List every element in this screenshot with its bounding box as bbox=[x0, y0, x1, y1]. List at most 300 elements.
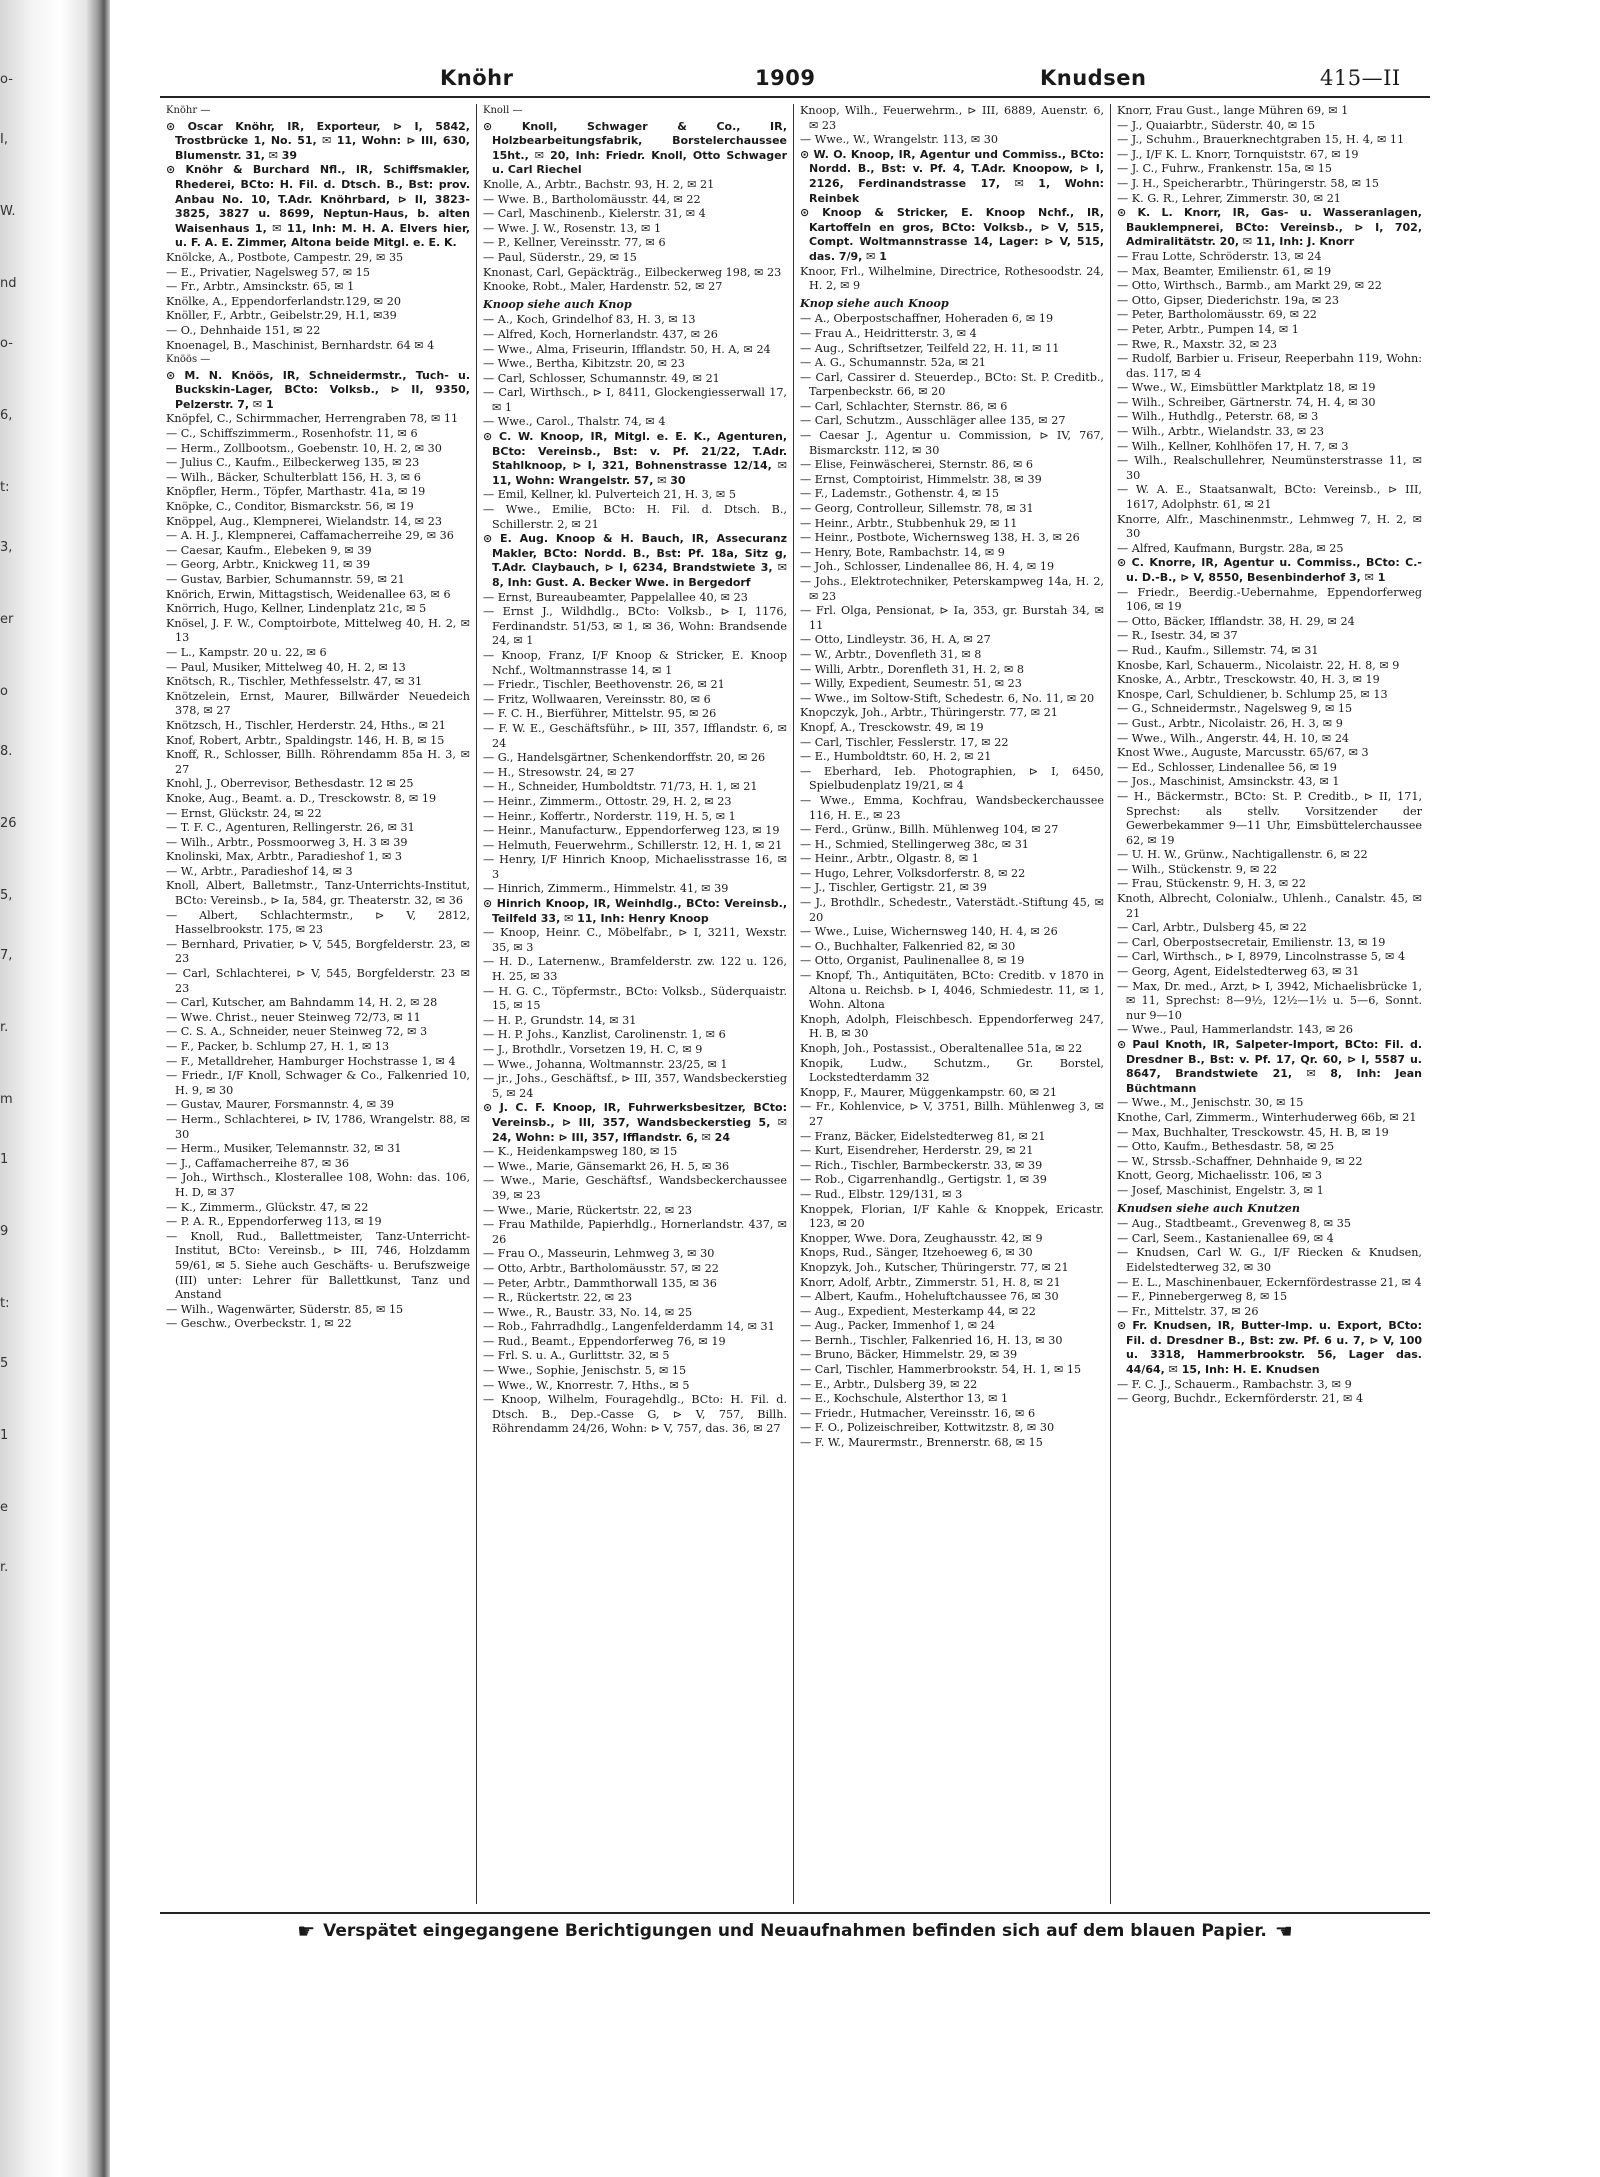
directory-entry: — Friedr., Beerdig.-Uebernahme, Eppendorferweg 106, ✉ 19 bbox=[1117, 585, 1422, 614]
directory-entry: — Rob., Cigarrenhandlg., Gertigstr. 1, ✉ 39 bbox=[800, 1173, 1047, 1187]
directory-entry: Knöller, F., Arbtr., Geibelstr.29, H.1, ✉39 bbox=[166, 309, 397, 323]
directory-entry: — K. G. R., Lehrer, Zimmerstr. 30, ✉ 21 bbox=[1117, 191, 1341, 205]
directory-entry: — Carl, Cassirer d. Steuerdep., BCto: St. P. Creditb., Tarpenbeckstr. 66, ✉ 20 bbox=[800, 370, 1104, 399]
directory-entry: — Frau O., Masseurin, Lehmweg 3, ✉ 30 bbox=[483, 1247, 715, 1261]
directory-entry: — Ernst, Glückstr. 24, ✉ 22 bbox=[166, 806, 322, 820]
directory-entry: — Knopf, Th., Antiquitäten, BCto: Creditb. v 1870 in Altona u. Reichsb. ⊳ I, 4046, Schmiedestr. 11, ✉ 1, Wohn. Altona bbox=[800, 969, 1104, 1012]
directory-entry: — Wilh., Wagenwärter, Süderstr. 85, ✉ 15 bbox=[166, 1302, 404, 1316]
directory-entry: Knöös — bbox=[166, 354, 211, 366]
directory-entry: — O., Dehnhaide 151, ✉ 22 bbox=[166, 323, 321, 337]
directory-entry: — F., Packer, b. Schlump 27, H. 1, ✉ 13 bbox=[166, 1040, 390, 1053]
directory-entry: Knöpfler, Herm., Töpfer, Marthastr. 41a, ✉ 19 bbox=[166, 485, 426, 499]
directory-entry: Knorr, Adolf, Arbtr., Zimmerstr. 51, H. 8, ✉ 21 bbox=[800, 1275, 1061, 1289]
directory-entry: — Heinr., Arbtr., Stubbenhuk 29, ✉ 11 bbox=[800, 516, 1018, 530]
directory-entry: — Fr., Mittelstr. 37, ✉ 26 bbox=[1117, 1304, 1259, 1318]
directory-entry: — Max, Buchhalter, Tresckowstr. 45, H. B, ✉ 19 bbox=[1117, 1125, 1389, 1139]
firm-entry: ⊙ Knoll, Schwager & Co., IR, Holzbearbeitungsfabrik, Borstelerchaussee 15ht., ✉ 20, Inh: Friedr. Knoll, Otto Schwager u. Carl Riechel bbox=[483, 119, 787, 177]
margin-fragment: 9 bbox=[0, 1224, 9, 1239]
directory-entry: — H. P. Johs., Kanzlist, Carolinenstr. 1, ✉ 6 bbox=[483, 1028, 726, 1042]
footer-notice-text: Verspätet eingegangene Berichtigungen und Neuaufnahmen befinden sich auf dem blauen Papier. bbox=[323, 1921, 1267, 1941]
directory-entry: — Otto, Arbtr., Bartholomäusstr. 57, ✉ 22 bbox=[483, 1261, 719, 1275]
directory-entry: — Carl, Arbtr., Dulsberg 45, ✉ 22 bbox=[1117, 921, 1307, 935]
directory-entry: — Caesar J., Agentur u. Commission, ⊳ IV, 767, Bismarckstr. 112, ✉ 30 bbox=[800, 429, 1104, 457]
directory-entry: Knörich, Erwin, Mittagstisch, Weidenallee 63, ✉ 6 bbox=[166, 587, 451, 601]
directory-entry: — J., Brothdlr., Vorsetzen 19, H. C, ✉ 9 bbox=[483, 1043, 703, 1056]
directory-entry: — Knoop, Heinr. C., Möbelfabr., ⊳ I, 3211, Wexstr. 35, ✉ 3 bbox=[483, 926, 787, 954]
directory-entry: — Gustav, Maurer, Forsmannstr. 4, ✉ 39 bbox=[166, 1098, 394, 1112]
margin-fragment: er bbox=[0, 612, 14, 627]
directory-entry: — Rich., Tischler, Barmbeckerstr. 33, ✉ 39 bbox=[800, 1158, 1043, 1172]
margin-fragment: o bbox=[0, 684, 8, 699]
directory-entry: — Frau Mathilde, Papierhdlg., Hornerlandstr. 437, ✉ 26 bbox=[483, 1218, 787, 1246]
directory-entry: — Friedr., Tischler, Beethovenstr. 26, ✉ 21 bbox=[483, 678, 725, 692]
directory-entry: — F., Metalldreher, Hamburger Hochstrasse 1, ✉ 4 bbox=[166, 1054, 456, 1068]
directory-entry: — Hinrich, Zimmerm., Himmelstr. 41, ✉ 39 bbox=[483, 882, 729, 896]
directory-entry: Knooke, Robt., Maler, Hardenstr. 52, ✉ 27 bbox=[483, 280, 723, 294]
directory-entry: Knötsch, R., Tischler, Methfesselstr. 47, ✉ 31 bbox=[166, 675, 423, 689]
directory-entry: — A., Koch, Grindelhof 83, H. 3, ✉ 13 bbox=[483, 313, 696, 327]
directory-entry: — T. F. C., Agenturen, Rellingerstr. 26, ✉ 31 bbox=[166, 821, 415, 835]
directory-entry: — Aug., Stadtbeamt., Grevenweg 8, ✉ 35 bbox=[1117, 1217, 1351, 1231]
header-right-word: Knudsen bbox=[1040, 66, 1147, 90]
directory-entry: — Carl, Schlachter, Sternstr. 86, ✉ 6 bbox=[800, 399, 1008, 413]
directory-entry: — Rob., Fahrradhdlg., Langenfelderdamm 14, ✉ 31 bbox=[483, 1320, 775, 1334]
directory-entry: — K., Heidenkampsweg 180, ✉ 15 bbox=[483, 1145, 678, 1159]
directory-entry: — Josef, Maschinist, Engelstr. 3, ✉ 1 bbox=[1117, 1183, 1324, 1197]
directory-entry: — Wwe., R., Baustr. 33, No. 14, ✉ 25 bbox=[483, 1305, 693, 1319]
directory-entry: — E., Kochschule, Alsterthor 13, ✉ 1 bbox=[800, 1392, 1009, 1406]
directory-entry: — Elise, Feinwäscherei, Sternstr. 86, ✉ 6 bbox=[800, 458, 1034, 472]
directory-entry: — J., I/F K. L. Knorr, Tornquiststr. 67, ✉ 19 bbox=[1117, 147, 1359, 161]
directory-entry: — Wilh., Arbtr., Possmoorweg 3, H. 3 ✉ 39 bbox=[166, 835, 408, 849]
directory-entry: — Wwe., Marie, Rückertstr. 22, ✉ 23 bbox=[483, 1203, 693, 1217]
directory-entry: — Fr., Arbtr., Amsinckstr. 65, ✉ 1 bbox=[166, 280, 355, 294]
directory-entry: — A. G., Schumannstr. 52a, ✉ 21 bbox=[800, 356, 986, 370]
directory-entry: — H. P., Grundstr. 14, ✉ 31 bbox=[483, 1013, 637, 1027]
directory-entry: — Peter, Bartholomäusstr. 69, ✉ 22 bbox=[1117, 308, 1317, 322]
directory-entry: — J., Quaiarbtr., Süderstr. 40, ✉ 15 bbox=[1117, 118, 1316, 132]
directory-entry: — Otto, Lindleystr. 36, H. A, ✉ 27 bbox=[800, 633, 991, 647]
firm-entry: ⊙ M. N. Knöös, IR, Schneidermstr., Tuch- u. Buckskin-Lager, BCto: Volksb., ⊳ II, 9350, Pelzerstr. 7, ✉ 1 bbox=[166, 368, 470, 411]
directory-entry: — Aug., Packer, Immenhof 1, ✉ 24 bbox=[800, 1319, 995, 1333]
margin-fragment: e bbox=[0, 1500, 8, 1515]
directory-entry: — Carl, Maschinenb., Kielerstr. 31, ✉ 4 bbox=[483, 207, 706, 221]
directory-entry: Knötzelein, Ernst, Maurer, Billwärder Neuedeich 378, ✉ 27 bbox=[166, 689, 470, 718]
firm-entry: ⊙ Oscar Knöhr, IR, Exporteur, ⊳ I, 5842, Trostbrücke 1, No. 51, ✉ 11, Wohn: ⊳ III, 630, Blumenstr. 31, ✉ 39 bbox=[166, 119, 470, 162]
directory-entry: Knoske, A., Arbtr., Tresckowstr. 40, H. 3, ✉ 19 bbox=[1117, 673, 1380, 687]
directory-entry: — Wwe., W., Eimsbüttler Marktplatz 18, ✉ 19 bbox=[1117, 381, 1376, 395]
directory-entry: — Julius C., Kaufm., Eilbeckerweg 135, ✉ 23 bbox=[166, 456, 420, 470]
directory-entry: — Geschw., Overbeckstr. 1, ✉ 22 bbox=[166, 1317, 352, 1331]
directory-entry: — Ernst, Bureaubeamter, Pappelallee 40, ✉ 23 bbox=[483, 590, 748, 604]
directory-entry: — Fr., Kohlenvice, ⊳ V, 3751, Billh. Mühlenweg 3, ✉ 27 bbox=[800, 1100, 1104, 1128]
margin-fragment: 5 bbox=[0, 1356, 9, 1371]
directory-entry: — L., Kampstr. 20 u. 22, ✉ 6 bbox=[166, 645, 327, 659]
margin-fragment: I, bbox=[0, 132, 8, 147]
directory-entry: — Bernhard, Privatier, ⊳ V, 545, Borgfelderstr. 23, ✉ 23 bbox=[166, 937, 470, 966]
directory-entry: — Otto, Gipser, Diederichstr. 19a, ✉ 23 bbox=[1117, 293, 1340, 307]
directory-entry: Knorre, Alfr., Maschinenmstr., Lehmweg 7, H. 2, ✉ 30 bbox=[1117, 512, 1422, 541]
directory-entry: — Knoop, Wilhelm, Fouragehdlg., BCto: H. Fil. d. Dtsch. B., Dep.-Casse G, ⊳ V, 757, Billh. Röhrendamm 24/26, Wohn: ⊳ V, 757, das. 36, ✉ 27 bbox=[483, 1393, 787, 1436]
margin-fragment: m bbox=[0, 1092, 13, 1107]
directory-entry: — Carl, Tischler, Hammerbrookstr. 54, H. 1, ✉ 15 bbox=[800, 1363, 1082, 1377]
firm-entry: ⊙ Knoop & Stricker, E. Knoop Nchf., IR, Kartoffeln en gros, BCto: Volksb., ⊳ V, 515, Compt. Woltmannstrasse 14, Lager: ⊳ V, 515, das. 7/9, ✉ 1 bbox=[800, 206, 1104, 263]
directory-entry: — E., Arbtr., Dulsberg 39, ✉ 22 bbox=[800, 1377, 978, 1391]
directory-entry: — G., Handelsgärtner, Schenkendorffstr. 20, ✉ 26 bbox=[483, 751, 766, 765]
directory-entry: Knott, Georg, Michaelisstr. 106, ✉ 3 bbox=[1117, 1169, 1322, 1183]
directory-entry: — Carl, Seem., Kastanienallee 69, ✉ 4 bbox=[1117, 1231, 1334, 1245]
directory-page bbox=[160, 60, 1430, 1980]
directory-entry: — E., Privatier, Nagelsweg 57, ✉ 15 bbox=[166, 265, 370, 279]
directory-entry: — Caesar, Kaufm., Elebeken 9, ✉ 39 bbox=[166, 543, 372, 557]
directory-entry: — Wwe., Paul, Hammerlandstr. 143, ✉ 26 bbox=[1117, 1023, 1354, 1037]
margin-fragment: r. bbox=[0, 1020, 9, 1035]
directory-entry: — H. G. C., Töpfermstr., BCto: Volksb., Süderquaistr. 15, ✉ 15 bbox=[483, 984, 787, 1013]
directory-entry: — J., Brothdlr., Schedestr., Vaterstädt.-Stiftung 45, ✉ 20 bbox=[800, 896, 1104, 924]
directory-entry: — F., Pinnebergerweg 8, ✉ 15 bbox=[1117, 1290, 1288, 1304]
directory-entry: — E. L., Maschinenbauer, Eckernfördestrasse 21, ✉ 4 bbox=[1117, 1275, 1422, 1289]
directory-entry: — P., Kellner, Vereinsstr. 77, ✉ 6 bbox=[483, 236, 666, 250]
directory-entry: — Heinr., Manufacturw., Eppendorferweg 123, ✉ 19 bbox=[483, 824, 780, 838]
column-3 bbox=[794, 104, 1111, 1904]
header-year: 1909 bbox=[755, 66, 816, 90]
directory-entry: Knopczyk, Joh., Arbtr., Thüringerstr. 77, ✉ 21 bbox=[800, 706, 1058, 720]
directory-entry: — H., Schmied, Stellingerweg 38c, ✉ 31 bbox=[800, 837, 1029, 851]
directory-entry: — Wwe. B., Bartholomäusstr. 44, ✉ 22 bbox=[483, 192, 701, 206]
directory-entry: Knötzsch, H., Tischler, Herderstr. 24, Hths., ✉ 21 bbox=[166, 718, 446, 732]
directory-entry: — Paul, Süderstr., 29, ✉ 15 bbox=[483, 250, 637, 264]
directory-entry: — Carl, Kutscher, am Bahndamm 14, H. 2, ✉ 28 bbox=[166, 996, 438, 1010]
directory-entry: — G., Schneidermstr., Nagelsweg 9, ✉ 15 bbox=[1117, 702, 1353, 716]
directory-entry: — Wwe., im Soltow-Stift, Schedestr. 6, No. 11, ✉ 20 bbox=[800, 691, 1095, 705]
directory-entry: — Ed., Schlosser, Lindenallee 56, ✉ 19 bbox=[1117, 760, 1337, 774]
margin-fragment: 1 bbox=[0, 1152, 9, 1167]
scan-page-edge bbox=[0, 0, 110, 2177]
directory-entry: — Albert, Schlachtermstr., ⊳ V, 2812, Hasselbrookstr. 175, ✉ 23 bbox=[166, 908, 470, 937]
margin-fragment: 26 bbox=[0, 816, 17, 831]
directory-entry: — Wwe., Sophie, Jenischstr. 5, ✉ 15 bbox=[483, 1364, 687, 1378]
directory-entry: — E., Humboldtstr. 60, H. 2, ✉ 21 bbox=[800, 750, 992, 764]
firm-entry: ⊙ Paul Knoth, IR, Salpeter-Import, BCto: Fil. d. Dresdner B., Bst: v. Pf. 17, Qr. 60, ⊳ I, 5587 u. 8647, Brandstwiete 21, ✉ 8, Inh: Jean Büchtmann bbox=[1117, 1038, 1422, 1095]
directory-entry: — Gust., Arbtr., Nicolaistr. 26, H. 3, ✉ 9 bbox=[1117, 716, 1343, 730]
directory-entry: Knoth, Albrecht, Colonialw., Uhlenh., Canalstr. 45, ✉ 21 bbox=[1117, 892, 1422, 920]
margin-fragment: t: bbox=[0, 1296, 10, 1311]
directory-entry: Knost Wwe., Auguste, Marcusstr. 65/67, ✉ 3 bbox=[1117, 746, 1369, 760]
column-2 bbox=[477, 104, 794, 1904]
directory-entry: — Herm., Schlachterei, ⊳ IV, 1786, Wrangelstr. 88, ✉ 30 bbox=[166, 1112, 470, 1141]
firm-entry: ⊙ E. Aug. Knoop & H. Bauch, IR, Assecuranz Makler, BCto: Nordd. B., Bst: Pf. 18a, Sitz g, T.Adr. Claybauch, ⊳ I, 6234, Brandstwiete 3, ✉ 8, Inh: Gust. A. Becker Wwe. in Bergedorf bbox=[483, 532, 787, 589]
margin-fragment: 5, bbox=[0, 888, 13, 903]
directory-entry: — A., Oberpostschaffner, Hoheraden 6, ✉ 19 bbox=[800, 312, 1054, 326]
directory-entry: — C., Schiffszimmerm., Rosenhofstr. 11, ✉ 6 bbox=[166, 427, 418, 441]
margin-fragment: o- bbox=[0, 72, 13, 87]
directory-entry: — J. H., Speicherarbtr., Thüringerstr. 58, ✉ 15 bbox=[1117, 176, 1379, 190]
directory-entry: — Herm., Zollbootsm., Goebenstr. 10, H. 2, ✉ 30 bbox=[166, 441, 442, 455]
directory-entry: — Wwe., Johanna, Woltmannstr. 23/25, ✉ 1 bbox=[483, 1057, 728, 1071]
directory-entry: — Frau Lotte, Schröderstr. 13, ✉ 24 bbox=[1117, 249, 1322, 263]
directory-entry: — Heinr., Arbtr., Olgastr. 8, ✉ 1 bbox=[800, 852, 979, 866]
directory-entry: — Wwe., M., Jenischstr. 30, ✉ 15 bbox=[1117, 1096, 1304, 1110]
directory-entry: — H., Bäckermstr., BCto: St. P. Creditb., ⊳ II, 171, Sprechst: als stellv. Vorsitzender der Gewerbekammer 9—11 Uhr, Eimsbüttelerchaussee 62, ✉ 19 bbox=[1117, 789, 1422, 847]
directory-entry: — Bernh., Tischler, Falkenried 16, H. 13, ✉ 30 bbox=[800, 1333, 1063, 1347]
firm-entry: ⊙ Knöhr & Burchard Nfl., IR, Schiffsmakler, Rhederei, BCto: H. Fil. d. Dtsch. B., Bst: prov. Anbau No. 10, T.Adr. Knöhrbard, ⊳ II, 3823-3825, 3827 u. 8699, Neptun-Haus, b. alten Waisenhaus 1, ✉ 11, Inh: M. H. A. Elvers hier, u. F. A. E. Zimmer, Altona beide Mitgl. e. E. K. bbox=[166, 163, 470, 250]
directory-entry: — Knudsen, Carl W. G., I/F Riecken & Knudsen, Eidelstedterweg 32, ✉ 30 bbox=[1117, 1246, 1422, 1274]
directory-entry: — Friedr., Hutmacher, Vereinsstr. 16, ✉ 6 bbox=[800, 1406, 1036, 1420]
directory-entry: — Georg, Arbtr., Knickweg 11, ✉ 39 bbox=[166, 558, 371, 572]
directory-entry: Knöhr — bbox=[166, 105, 211, 116]
directory-entry: — W., Arbtr., Paradieshof 14, ✉ 3 bbox=[166, 864, 353, 878]
directory-entry: — Carl, Tischler, Fesslerstr. 17, ✉ 22 bbox=[800, 735, 1009, 749]
directory-entry: — Rwe, R., Maxstr. 32, ✉ 23 bbox=[1117, 337, 1277, 351]
directory-entry: — Ernst J., Wildhdlg., BCto: Volksb., ⊳ I, 1176, Ferdinandstr. 51/53, ✉ 1, ✉ 36, Wohn: Brandsende 24, ✉ 1 bbox=[483, 605, 787, 648]
directory-entry: — F. O., Polizeischreiber, Kottwitzstr. 8, ✉ 30 bbox=[800, 1421, 1055, 1435]
directory-entry: — Peter, Arbtr., Pumpen 14, ✉ 1 bbox=[1117, 322, 1299, 336]
directory-entry: Knölke, A., Eppendorferlandstr.129, ✉ 20 bbox=[166, 294, 401, 308]
directory-entry: — O., Buchhalter, Falkenried 82, ✉ 30 bbox=[800, 939, 1016, 953]
directory-entry: — Wwe., Bertha, Kibitzstr. 20, ✉ 23 bbox=[483, 357, 685, 371]
directory-entry: Knoor, Frl., Wilhelmine, Directrice, Rothesoodstr. 24, H. 2, ✉ 9 bbox=[800, 264, 1104, 293]
pointing-hand-icon: ☚ bbox=[1274, 1919, 1293, 1943]
directory-entry: — Wilh., Schreiber, Gärtnerstr. 74, H. 4, ✉ 30 bbox=[1117, 395, 1376, 409]
margin-fragment: 6, bbox=[0, 408, 13, 423]
directory-entry: — Otto, Kaufm., Bethesdastr. 58, ✉ 25 bbox=[1117, 1140, 1335, 1154]
directory-entry: Knosbe, Karl, Schauerm., Nicolaistr. 22, H. 8, ✉ 9 bbox=[1117, 658, 1400, 672]
directory-entry: Knöpfel, C., Schirmmacher, Herrengraben 78, ✉ 11 bbox=[166, 412, 459, 426]
directory-entry: — Knoop, Franz, I/F Knoop & Stricker, E. Knoop Nchf., Woltmannstrasse 14, ✉ 1 bbox=[483, 648, 787, 677]
directory-entry: — Willi, Arbtr., Dorenfleth 31, H. 2, ✉ 8 bbox=[800, 662, 1025, 676]
directory-entry: — Wilh., Realschullehrer, Neumünsterstrasse 11, ✉ 30 bbox=[1117, 454, 1422, 482]
directory-entry: — W., Arbtr., Dovenfleth 31, ✉ 8 bbox=[800, 647, 982, 661]
directory-entry: — Heinr., Zimmerm., Ottostr. 29, H. 2, ✉ 23 bbox=[483, 794, 732, 808]
directory-entry: Knopper, Wwe. Dora, Zeughausstr. 42, ✉ 9 bbox=[800, 1231, 1043, 1245]
directory-entry: — R., Isestr. 34, ✉ 37 bbox=[1117, 629, 1238, 643]
directory-entry: — Ernst, Comptoirist, Himmelstr. 38, ✉ 39 bbox=[800, 472, 1042, 486]
directory-entry: Knops, Rud., Sänger, Itzehoeweg 6, ✉ 30 bbox=[800, 1246, 1033, 1260]
directory-entry: — A. H. J., Klempnerei, Caffamacherreihe 29, ✉ 36 bbox=[166, 529, 454, 543]
directory-columns bbox=[160, 104, 1430, 1904]
directory-entry: — Georg, Buchdr., Eckernförderstr. 21, ✉ 4 bbox=[1117, 1392, 1364, 1406]
section-heading: Knoop siehe auch Knop bbox=[483, 296, 632, 311]
directory-entry: — Carl, Oberpostsecretair, Emilienstr. 13, ✉ 19 bbox=[1117, 935, 1386, 949]
margin-fragment: W. bbox=[0, 204, 16, 219]
directory-entry: — Carl, Wirthsch., ⊳ I, 8979, Lincolnstrasse 5, ✉ 4 bbox=[1117, 950, 1406, 964]
directory-entry: — F., Lademstr., Gothenstr. 4, ✉ 15 bbox=[800, 487, 1000, 501]
directory-entry: — Georg, Agent, Eidelstedterweg 63, ✉ 31 bbox=[1117, 965, 1360, 979]
directory-entry: — Wwe., Marie, Gänsemarkt 26, H. 5, ✉ 36 bbox=[483, 1159, 730, 1173]
directory-entry: Knohl, J., Oberrevisor, Bethesdastr. 12 ✉ 25 bbox=[166, 777, 414, 791]
page-number: 415—II bbox=[1320, 66, 1401, 90]
directory-entry: — F. W., Maurermstr., Brennerstr. 68, ✉ 15 bbox=[800, 1436, 1043, 1450]
directory-entry: — Rud., Kaufm., Sillemstr. 74, ✉ 31 bbox=[1117, 643, 1319, 657]
directory-entry: — Emil, Kellner, kl. Pulverteich 21, H. 3, ✉ 5 bbox=[483, 488, 736, 502]
directory-entry: — Wwe., Luise, Wichernsweg 140, H. 4, ✉ 26 bbox=[800, 925, 1058, 939]
directory-entry: — Carl, Schlachterei, ⊳ V, 545, Borgfelderstr. 23 ✉ 23 bbox=[166, 967, 470, 995]
directory-entry: — Peter, Arbtr., Dammthorwall 135, ✉ 36 bbox=[483, 1276, 717, 1290]
previous-page-fragments bbox=[0, 70, 20, 1630]
directory-entry: — R., Rückertstr. 22, ✉ 23 bbox=[483, 1291, 632, 1305]
directory-entry: — Georg, Controlleur, Sillemstr. 78, ✉ 31 bbox=[800, 502, 1034, 516]
directory-entry: — Wilh., Huthdlg., Peterstr. 68, ✉ 3 bbox=[1117, 410, 1319, 424]
directory-entry: Knöppel, Aug., Klempnerei, Wielandstr. 14, ✉ 23 bbox=[166, 514, 442, 528]
directory-entry: — Carl, Wirthsch., ⊳ I, 8411, Glockengiesserwall 17, ✉ 1 bbox=[483, 386, 787, 414]
directory-entry: Knörrich, Hugo, Kellner, Lindenplatz 21c, ✉ 5 bbox=[166, 602, 427, 616]
directory-entry: Knorr, Frau Gust., lange Mühren 69, ✉ 1 bbox=[1117, 104, 1349, 117]
directory-entry: Knoke, Aug., Beamt. a. D., Tresckowstr. 8, ✉ 19 bbox=[166, 791, 437, 805]
margin-fragment: r. bbox=[0, 1560, 9, 1575]
directory-entry: — Wwe., Marie, Geschäftsf., Wandsbeckerchaussee 39, ✉ 23 bbox=[483, 1174, 787, 1202]
directory-entry: — Fritz, Wollwaaren, Vereinsstr. 80, ✉ 6 bbox=[483, 692, 711, 706]
firm-entry: ⊙ C. W. Knoop, IR, Mitgl. e. E. K., Agenturen, BCto: Vereinsb., Bst: v. Pf. 21/22, T.Adr. Stahlknoop, ⊳ I, 321, Bohnenstrasse 12/14, ✉ 11, Wohn: Wrangelstr. 57, ✉ 30 bbox=[483, 430, 787, 487]
directory-entry: Knoenagel, B., Maschinist, Bernhardstr. 64 ✉ 4 bbox=[166, 338, 435, 352]
directory-entry: — Wilh., Bäcker, Schulterblatt 156, H. 3, ✉ 6 bbox=[166, 470, 421, 484]
directory-entry: — Joh., Wirthsch., Klosterallee 108, Wohn: das. 106, H. D, ✉ 37 bbox=[166, 1171, 470, 1199]
directory-entry: — Frau A., Heidritterstr. 3, ✉ 4 bbox=[800, 326, 977, 340]
directory-entry: — Johs., Elektrotechniker, Peterskampweg 14a, H. 2, ✉ 23 bbox=[800, 575, 1104, 603]
page-header bbox=[160, 60, 1430, 98]
firm-entry: ⊙ J. C. F. Knoop, IR, Fuhrwerksbesitzer, BCto: Vereinsb., ⊳ III, 357, Wandsbeckerstieg 5, ✉ 24, Wohn: ⊳ III, 357, Ifflandstr. 6, ✉ 24 bbox=[483, 1101, 787, 1144]
directory-entry: — Albert, Kaufm., Hoheluftchaussee 76, ✉ 30 bbox=[800, 1290, 1059, 1304]
directory-entry: — Henry, I/F Hinrich Knoop, Michaelisstrasse 16, ✉ 3 bbox=[483, 853, 787, 881]
directory-entry: — Carl, Schutzm., Ausschläger allee 135, ✉ 27 bbox=[800, 414, 1066, 428]
directory-entry: Knolinski, Max, Arbtr., Paradieshof 1, ✉ 3 bbox=[166, 850, 403, 864]
directory-entry: — Willy, Expedient, Seumestr. 51, ✉ 23 bbox=[800, 677, 1022, 691]
directory-entry: — Paul, Musiker, Mittelweg 40, H. 2, ✉ 13 bbox=[166, 660, 406, 674]
directory-entry: — Heinr., Postbote, Wichernsweg 138, H. 3, ✉ 26 bbox=[800, 531, 1080, 545]
directory-entry: — J., Caffamacherreihe 87, ✉ 36 bbox=[166, 1156, 350, 1170]
directory-entry: — Wwe., W., Knorrestr. 7, Hths., ✉ 5 bbox=[483, 1378, 690, 1392]
directory-entry: — U. H. W., Grünw., Nachtigallenstr. 6, ✉ 22 bbox=[1117, 848, 1368, 862]
directory-entry: — W., Strssb.-Schaffner, Dehnhaide 9, ✉ 22 bbox=[1117, 1154, 1363, 1168]
directory-entry: — Knoll, Rud., Ballettmeister, Tanz-Unterricht-Institut, BCto: Vereinsb., ⊳ III, 746, Holzdamm 59/61, ✉ 5. Siehe auch Geschäfts- u. Berufszweige (III) unter: Lehrer für Ballettkunst, Tanz und Anstand bbox=[166, 1229, 470, 1302]
directory-entry: — Kurt, Eisendreher, Herderstr. 29, ✉ 21 bbox=[800, 1144, 1034, 1158]
directory-entry: — W. A. E., Staatsanwalt, BCto: Vereinsb., ⊳ III, 1617, Adolphstr. 61, ✉ 21 bbox=[1117, 483, 1422, 512]
directory-entry: Knolle, A., Arbtr., Bachstr. 93, H. 2, ✉ 21 bbox=[483, 177, 715, 191]
directory-entry: — Franz, Bäcker, Eidelstedterweg 81, ✉ 21 bbox=[800, 1129, 1046, 1143]
section-heading: Knop siehe auch Knoop bbox=[800, 295, 949, 310]
directory-entry: — Frl. S. u. A., Gurlittstr. 32, ✉ 5 bbox=[483, 1349, 670, 1363]
directory-entry: — Rudolf, Barbier u. Friseur, Reeperbahn 119, Wohn: das. 117, ✉ 4 bbox=[1117, 352, 1422, 380]
directory-entry: Knösel, J. F. W., Comptoirbote, Mittelweg 40, H. 2, ✉ 13 bbox=[166, 616, 470, 645]
directory-entry: — J., Schuhm., Brauerknechtgraben 15, H. 4, ✉ 11 bbox=[1117, 133, 1405, 147]
section-heading: Knudsen siehe auch Knutzen bbox=[1117, 1200, 1301, 1215]
directory-entry: — Rud., Beamt., Eppendorferweg 76, ✉ 19 bbox=[483, 1334, 726, 1348]
directory-entry: — Aug., Schriftsetzer, Teilfeld 22, H. 11, ✉ 11 bbox=[800, 341, 1060, 355]
directory-entry: — Max, Beamter, Emilienstr. 61, ✉ 19 bbox=[1117, 264, 1332, 278]
directory-entry: — Rud., Elbstr. 129/131, ✉ 3 bbox=[800, 1187, 963, 1201]
directory-entry: — C. S. A., Schneider, neuer Steinweg 72, ✉ 3 bbox=[166, 1025, 428, 1039]
directory-entry: — Bruno, Bäcker, Himmelstr. 29, ✉ 39 bbox=[800, 1348, 1018, 1362]
directory-entry: Knoph, Adolph, Fleischbesch. Eppendorferweg 247, H. B, ✉ 30 bbox=[800, 1012, 1104, 1041]
directory-entry: — Max, Dr. med., Arzt, ⊳ I, 3942, Michaelisbrücke 1, ✉ 11, Sprechst: 8—9½, 12½—1½ u. 5—6, Sonnt. nur 9—10 bbox=[1117, 979, 1422, 1022]
directory-entry: — Eberhard, Ieb. Photographien, ⊳ I, 6450, Spielbudenplatz 19/21, ✉ 4 bbox=[800, 764, 1104, 793]
directory-entry: Knopp, F., Maurer, Müggenkampstr. 60, ✉ 21 bbox=[800, 1085, 1057, 1099]
directory-entry: Knöpke, C., Conditor, Bismarckstr. 56, ✉ 19 bbox=[166, 500, 414, 514]
directory-entry: Knoph, Joh., Postassist., Oberaltenallee 51a, ✉ 22 bbox=[800, 1042, 1083, 1055]
directory-entry: — J. C., Fuhrw., Frankenstr. 15a, ✉ 15 bbox=[1117, 162, 1332, 176]
directory-entry: — Wwe., Emma, Kochfrau, Wandsbeckerchaussee 116, H. E., ✉ 23 bbox=[800, 793, 1104, 822]
directory-entry: Knoll — bbox=[483, 105, 523, 116]
firm-entry: ⊙ W. O. Knoop, IR, Agentur und Commiss., BCto: Nordd. B., Bst: v. Pf. 4, T.Adr. Knoopow, ⊳ I, 2126, Ferdinandstrasse 17, ✉ 1, Wohn: Reinbek bbox=[800, 147, 1104, 205]
directory-entry: — Aug., Expedient, Mesterkamp 44, ✉ 22 bbox=[800, 1304, 1036, 1318]
directory-entry: — Frau, Stückenstr. 9, H. 3, ✉ 22 bbox=[1117, 877, 1307, 891]
directory-entry: — Henry, Bote, Rambachstr. 14, ✉ 9 bbox=[800, 545, 1005, 559]
directory-entry: — Otto, Organist, Paulinenallee 8, ✉ 19 bbox=[800, 954, 1025, 968]
directory-entry: — J., Tischler, Gertigstr. 21, ✉ 39 bbox=[800, 881, 987, 895]
directory-entry: Knospe, Carl, Schuldiener, b. Schlump 25, ✉ 13 bbox=[1117, 687, 1388, 701]
directory-entry: — H., Schneider, Humboldtstr. 71/73, H. 1, ✉ 21 bbox=[483, 780, 758, 794]
directory-entry: — Joh., Schlosser, Lindenallee 86, H. 4, ✉ 19 bbox=[800, 560, 1055, 574]
directory-entry: — Carl, Schlosser, Schumannstr. 49, ✉ 21 bbox=[483, 371, 720, 385]
directory-entry: — F. W. E., Geschäftsführ., ⊳ III, 357, Ifflandstr. 6, ✉ 24 bbox=[483, 721, 787, 750]
margin-fragment: nd bbox=[0, 276, 17, 291]
directory-entry: — Wilh., Stückenstr. 9, ✉ 22 bbox=[1117, 862, 1278, 876]
header-left-word: Knöhr bbox=[440, 66, 514, 90]
firm-entry: ⊙ K. L. Knorr, IR, Gas- u. Wasseranlagen, Bauklempnerei, BCto: Vereinsb., ⊳ I, 702, Admiralitätstr. 20, ✉ 11, Inh: J. Knorr bbox=[1117, 206, 1422, 249]
directory-entry: — Wwe., Alma, Friseurin, Ifflandstr. 50, H. A, ✉ 24 bbox=[483, 342, 771, 356]
directory-entry: — H., Stresowstr. 24, ✉ 27 bbox=[483, 765, 635, 779]
directory-entry: — F. C. H., Bierführer, Mittelstr. 95, ✉ 26 bbox=[483, 707, 717, 721]
directory-entry: — Wilh., Kellner, Kohlhöfen 17, H. 7, ✉ 3 bbox=[1117, 439, 1349, 453]
directory-entry: Knoff, R., Schlosser, Billh. Röhrendamm 85a H. 3, ✉ 27 bbox=[166, 748, 470, 776]
firm-entry: ⊙ Fr. Knudsen, IR, Butter-Imp. u. Export, BCto: Fil. d. Dresdner B., Bst: zw. Pf. 6 u. 7, ⊳ V, 100 u. 3318, Hammerbrookstr. 56, Lager das. 44/64, ✉ 15, Inh: H. E. Knudsen bbox=[1117, 1319, 1422, 1377]
firm-entry: ⊙ Hinrich Knoop, IR, Weinhdlg., BCto: Vereinsb., Teilfeld 33, ✉ 11, Inh: Henry Knoop bbox=[483, 897, 787, 925]
directory-entry: Knoop, Wilh., Feuerwehrm., ⊳ III, 6889, Auenstr. 6, ✉ 23 bbox=[800, 104, 1104, 132]
directory-entry: Knothe, Carl, Zimmerm., Winterhuderweg 66b, ✉ 21 bbox=[1117, 1110, 1417, 1124]
directory-entry: Knopzyk, Joh., Kutscher, Thüringerstr. 77, ✉ 21 bbox=[800, 1260, 1069, 1274]
directory-entry: — Ferd., Grünw., Billh. Mühlenweg 104, ✉ 27 bbox=[800, 823, 1059, 837]
directory-entry: — Wwe. Christ., neuer Steinweg 72/73, ✉ 11 bbox=[166, 1010, 421, 1024]
footer-notice bbox=[160, 1912, 1430, 1948]
directory-entry: — Wwe., W., Wrangelstr. 113, ✉ 30 bbox=[800, 133, 998, 147]
directory-entry: Knoll, Albert, Balletmstr., Tanz-Unterrichts-Institut, BCto: Vereinsb., ⊳ Ia, 584, gr. Theaterstr. 32, ✉ 36 bbox=[166, 879, 470, 908]
directory-entry: — Wilh., Arbtr., Wielandstr. 33, ✉ 23 bbox=[1117, 425, 1325, 439]
margin-fragment: 1 bbox=[0, 1428, 9, 1443]
margin-fragment: 8. bbox=[0, 744, 13, 759]
directory-entry: — F. C. J., Schauerm., Rambachstr. 3, ✉ 9 bbox=[1117, 1377, 1352, 1391]
directory-entry: — Heinr., Koffertr., Norderstr. 119, H. 5, ✉ 1 bbox=[483, 809, 736, 823]
directory-entry: — Helmuth, Feuerwehrm., Schillerstr. 12, H. 1, ✉ 21 bbox=[483, 838, 783, 852]
directory-entry: — Otto, Wirthsch., Barmb., am Markt 29, ✉ 22 bbox=[1117, 279, 1382, 293]
directory-entry: — Gustav, Barbier, Schumannstr. 59, ✉ 21 bbox=[166, 573, 405, 586]
directory-entry: — Wwe., Carol., Thalstr. 74, ✉ 4 bbox=[483, 415, 666, 429]
directory-entry: — Alfred, Koch, Hornerlandstr. 437, ✉ 26 bbox=[483, 327, 718, 341]
directory-entry: — Alfred, Kaufmann, Burgstr. 28a, ✉ 25 bbox=[1117, 541, 1344, 555]
directory-entry: Knof, Robert, Arbtr., Spaldingstr. 146, H. B, ✉ 15 bbox=[166, 733, 445, 747]
column-1 bbox=[160, 104, 477, 1904]
column-4 bbox=[1111, 104, 1428, 1904]
firm-entry: ⊙ C. Knorre, IR, Agentur u. Commiss., BCto: C.- u. D.-B., ⊳ V, 8550, Besenbinderhof 3, ✉ 1 bbox=[1117, 556, 1422, 584]
directory-entry: — Frl. Olga, Pensionat, ⊳ Ia, 353, gr. Burstah 34, ✉ 11 bbox=[800, 604, 1104, 632]
directory-entry: — K., Zimmerm., Glückstr. 47, ✉ 22 bbox=[166, 1200, 369, 1214]
directory-entry: Knonast, Carl, Gepäckträg., Eilbeckerweg 198, ✉ 23 bbox=[483, 265, 782, 279]
directory-entry: — H. D., Laternenw., Bramfelderstr. zw. 122 u. 126, H. 25, ✉ 33 bbox=[483, 955, 787, 984]
directory-entry: — Hugo, Lehrer, Volksdorferstr. 8, ✉ 22 bbox=[800, 866, 1026, 880]
directory-entry: — Wwe., Wilh., Angerstr. 44, H. 10, ✉ 24 bbox=[1117, 731, 1350, 745]
directory-entry: Knölcke, A., Postbote, Campestr. 29, ✉ 35 bbox=[166, 250, 404, 264]
directory-entry: — P. A. R., Eppendorferweg 113, ✉ 19 bbox=[166, 1215, 382, 1229]
directory-entry: — Wwe., Emilie, BCto: H. Fil. d. Dtsch. B., Schillerstr. 2, ✉ 21 bbox=[483, 503, 787, 531]
directory-entry: — Herm., Musiker, Telemannstr. 32, ✉ 31 bbox=[166, 1142, 402, 1156]
pointing-hand-icon: ☛ bbox=[297, 1919, 316, 1943]
directory-entry: — Wwe. J. W., Rosenstr. 13, ✉ 1 bbox=[483, 221, 662, 235]
directory-entry: Knopik, Ludw., Schutzm., Gr. Borstel, Lockstedterdamm 32 bbox=[800, 1056, 1104, 1085]
margin-fragment: o- bbox=[0, 336, 13, 351]
directory-entry: Knoppek, Florian, I/F Kahle & Knoppek, Ericastr. 123, ✉ 20 bbox=[800, 1202, 1104, 1231]
margin-fragment: 7, bbox=[0, 948, 13, 963]
directory-entry: — jr., Johs., Geschäftsf., ⊳ III, 357, Wandsbeckerstieg 5, ✉ 24 bbox=[483, 1072, 787, 1100]
directory-entry: Knopf, A., Tresckowstr. 49, ✉ 19 bbox=[800, 720, 984, 734]
directory-entry: — Otto, Bäcker, Ifflandstr. 38, H. 29, ✉ 24 bbox=[1117, 614, 1355, 628]
